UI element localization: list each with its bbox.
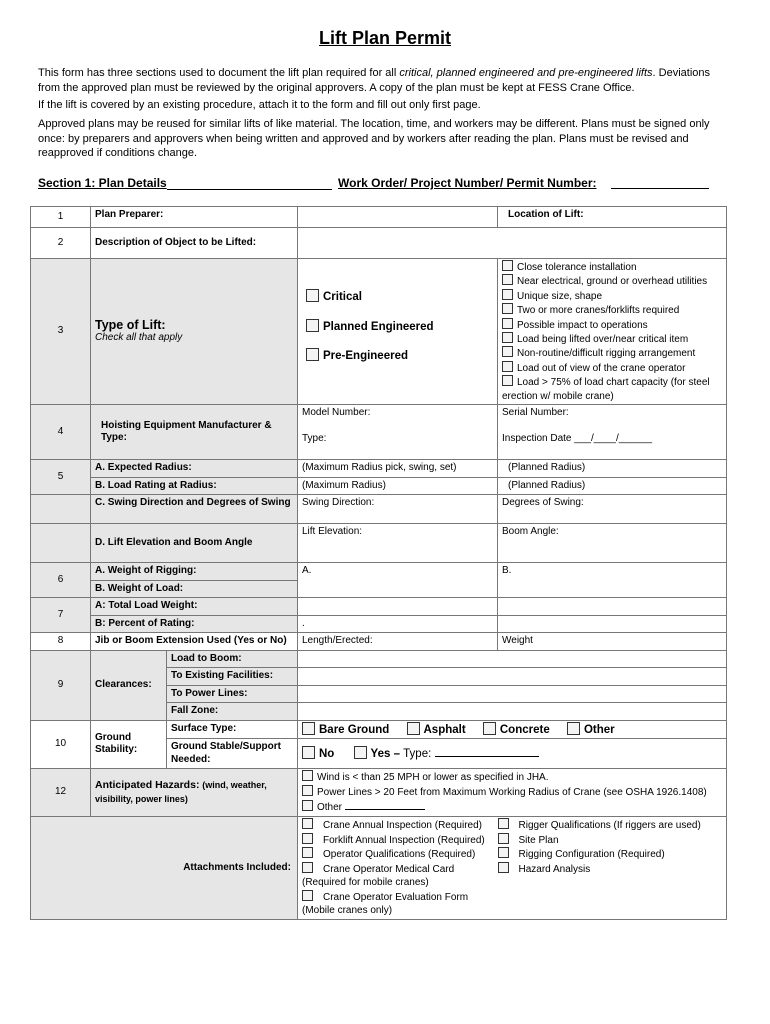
option-label: Other: [583, 723, 615, 736]
weight-of-load-label: B. Weight of Load:: [91, 580, 298, 598]
checkbox[interactable]: [302, 890, 313, 901]
clearance-facilities-field[interactable]: [298, 668, 727, 686]
row-9a: [31, 650, 727, 668]
support-type-field[interactable]: [435, 756, 539, 757]
intro-paragraph-3: Approved plans may be reused for similar lifts of like material. The location, time, and workers may be different. Plans must be signed only once: by preparers and approvers when being written and approved and by workers after reading the plan. Plans must be revised and reapproved if conditions change.: [38, 118, 710, 159]
surface-bare-ground[interactable]: [302, 724, 389, 736]
checkbox[interactable]: [354, 746, 367, 759]
condition-item[interactable]: [502, 346, 722, 360]
row-number: 7: [31, 598, 91, 633]
clearance-fall-zone-label: Fall Zone:: [167, 703, 298, 721]
option-label: Planned Engineered: [323, 320, 434, 333]
weight-a-field[interactable]: [298, 563, 498, 598]
attachments-left: [298, 817, 498, 920]
attachment-label: Hazard Analysis: [518, 863, 591, 875]
condition-label: Non-routine/difficult rigging arrangement: [517, 348, 696, 360]
inspection-date-label: Inspection Date ___/____/______: [502, 432, 653, 444]
checkbox[interactable]: [498, 862, 509, 873]
condition-item[interactable]: [502, 289, 722, 303]
attachment-item[interactable]: [498, 833, 723, 848]
expected-radius-label: A. Expected Radius:: [91, 460, 298, 478]
row-number-empty: [31, 495, 91, 524]
weight-of-rigging-label: A. Weight of Rigging:: [91, 563, 298, 581]
weight-a-label: A.: [302, 565, 312, 577]
lift-type-options: [298, 259, 498, 405]
checkbox[interactable]: [502, 260, 513, 271]
boom-angle-field[interactable]: [498, 524, 727, 563]
checkbox[interactable]: [502, 289, 513, 300]
checkbox[interactable]: [502, 361, 513, 372]
hazard-label: Wind is < than 25 MPH or lower as specified in JHA.: [317, 772, 549, 784]
row-3: [31, 259, 727, 405]
checkbox[interactable]: [306, 319, 319, 332]
checkbox[interactable]: [306, 289, 319, 302]
hazard-wind[interactable]: [302, 770, 722, 785]
extension-weight-label: Weight: [502, 635, 533, 647]
load-rating-planned-field[interactable]: [498, 477, 727, 495]
row-number: 6: [31, 563, 91, 598]
option-label: Concrete: [499, 723, 550, 736]
checkbox[interactable]: [483, 722, 496, 735]
type-of-lift-label: [91, 259, 298, 405]
clearance-power-lines-label: To Power Lines:: [167, 685, 298, 703]
condition-label: Load > 75% of load chart capacity (for steel erection w/ mobile crane): [502, 377, 710, 402]
checkbox[interactable]: [498, 847, 509, 858]
clearance-facilities-label: To Existing Facilities:: [167, 668, 298, 686]
attachment-item[interactable]: [498, 862, 723, 877]
hazard-label: Other: [317, 802, 343, 814]
plan-preparer-field[interactable]: [298, 207, 498, 228]
intro-paragraph-2: If the lift is covered by an existing procedure, attach it to the form and fill out only first page.: [38, 99, 481, 111]
intro-text: This form has three sections used to document the lift plan required for all: [38, 67, 400, 79]
hazard-other[interactable]: [302, 800, 722, 815]
attachment-label: Crane Operator Evaluation Form (Mobile cranes only): [302, 891, 469, 917]
checkbox[interactable]: [502, 346, 513, 357]
type-of-lift-title: Type of Lift:: [95, 318, 166, 333]
max-radius-label: (Maximum Radius pick, swing, set): [302, 462, 457, 474]
swing-direction-field-label: Swing Direction:: [302, 497, 375, 509]
surface-type-label: Surface Type:: [167, 720, 298, 739]
max-radius-field[interactable]: [298, 460, 498, 478]
checkbox[interactable]: [302, 785, 313, 796]
condition-label: Unique size, shape: [517, 290, 603, 302]
ground-support-label: Ground Stable/Support Needed:: [167, 739, 298, 769]
row-number: 2: [31, 228, 91, 259]
clearance-load-to-boom-label: Load to Boom:: [167, 650, 298, 668]
row-5c: [31, 495, 727, 524]
checkbox[interactable]: [302, 862, 313, 873]
row-4a: [31, 405, 727, 431]
option-label: Yes –: [370, 748, 400, 761]
condition-item[interactable]: [502, 318, 722, 332]
hazard-label: Power Lines > 20 Feet from Maximum Working Radius of Crane (see OSHA 1926.1408): [317, 787, 707, 799]
row-attachments: [31, 817, 727, 920]
section-1-underline: [167, 189, 332, 190]
weight-b-field[interactable]: [498, 563, 727, 598]
work-order-field[interactable]: [611, 188, 709, 189]
total-load-weight-field[interactable]: [298, 598, 498, 616]
row-5a: [31, 460, 727, 478]
row-number-empty: [31, 524, 91, 563]
ground-stability-label: Ground Stability:: [91, 720, 167, 769]
option-label: Pre-Engineered: [323, 350, 408, 362]
attachment-item[interactable]: [302, 833, 494, 848]
condition-item[interactable]: [502, 274, 722, 288]
option-label: Asphalt: [423, 723, 466, 736]
checkbox[interactable]: [498, 833, 509, 844]
total-load-weight-field-b[interactable]: [498, 598, 727, 616]
max-radius-label: (Maximum Radius): [302, 479, 386, 491]
planned-radius-label: (Planned Radius): [508, 462, 586, 474]
swing-direction-label: C. Swing Direction and Degrees of Swing: [91, 495, 298, 524]
attachment-item[interactable]: [302, 890, 494, 918]
row-number: 3: [31, 259, 91, 405]
attachments-label: Attachments Included:: [31, 817, 298, 920]
attachment-label: Forklift Annual Inspection (Required): [323, 834, 485, 846]
percent-of-rating-field[interactable]: [298, 615, 498, 633]
load-rating-max-field[interactable]: [298, 477, 498, 495]
row-number: 4: [31, 405, 91, 460]
hazards-hint: (wind, weather, visibility, power lines): [95, 780, 267, 804]
location-of-lift-label: Location of Lift:: [508, 209, 584, 220]
row-7a: [31, 598, 727, 616]
surface-type-options: [298, 720, 727, 739]
row-5b: [31, 477, 727, 495]
checkbox[interactable]: [502, 375, 513, 386]
clearance-fall-zone-field[interactable]: [298, 703, 727, 721]
condition-label: Near electrical, ground or overhead utilities: [517, 276, 708, 288]
planned-radius-label: (Planned Radius): [508, 479, 586, 491]
object-description-label: Description of Object to be Lifted:: [91, 228, 298, 259]
option-label: No: [319, 748, 335, 761]
support-type-label: Type:: [403, 748, 432, 761]
hazards-title: Anticipated Hazards:: [95, 779, 200, 792]
condition-label: Load out of view of the crane operator: [517, 362, 686, 374]
model-number-field[interactable]: [298, 405, 498, 431]
lift-elevation-field-label: Lift Elevation:: [302, 526, 363, 538]
row-5d: [31, 524, 727, 563]
hazard-power-lines[interactable]: [302, 785, 722, 800]
row-number: 12: [31, 769, 91, 817]
row-2: [31, 228, 727, 259]
field-mark: .: [302, 617, 305, 629]
row-number: 1: [31, 207, 91, 228]
hazard-options: [298, 769, 727, 817]
checkbox[interactable]: [502, 274, 513, 285]
checkbox[interactable]: [407, 722, 420, 735]
condition-item[interactable]: [502, 303, 722, 317]
location-of-lift-field[interactable]: [498, 207, 727, 228]
checkbox[interactable]: [498, 818, 509, 829]
boom-angle-label: Boom Angle:: [502, 526, 559, 538]
lift-type-critical[interactable]: [306, 289, 493, 304]
row-10a: [31, 720, 727, 739]
section-1-label: Section 1: Plan Details: [38, 176, 167, 190]
hoisting-equipment-label: Hoisting Equipment Manufacturer & Type:: [91, 405, 298, 460]
length-erected-field[interactable]: [298, 633, 498, 651]
attachment-label: Rigging Configuration (Required): [518, 849, 665, 861]
plan-preparer-label: Plan Preparer:: [91, 207, 298, 228]
row-number: 10: [31, 720, 91, 769]
checkbox[interactable]: [502, 318, 513, 329]
option-label: Bare Ground: [319, 723, 390, 736]
option-label: Critical: [323, 291, 362, 303]
intro-emphasis: critical, planned engineered and pre-engineered lifts: [399, 67, 653, 79]
attachment-label: Rigger Qualifications (If riggers are used): [518, 820, 701, 832]
support-no[interactable]: [302, 748, 334, 760]
model-number-label: Model Number:: [302, 407, 371, 419]
inspection-date-field[interactable]: [498, 431, 727, 460]
lift-type-planned-engineered[interactable]: [306, 319, 493, 334]
lift-conditions: [498, 259, 727, 405]
object-description-field[interactable]: [298, 228, 727, 259]
condition-item[interactable]: [502, 260, 722, 274]
anticipated-hazards-label: [91, 769, 298, 817]
condition-item[interactable]: [502, 375, 722, 403]
intro-paragraph-1: [38, 66, 728, 95]
degrees-of-swing-label: Degrees of Swing:: [502, 497, 584, 509]
row-8: [31, 633, 727, 651]
checkbox[interactable]: [302, 722, 315, 735]
row-6a: [31, 563, 727, 581]
checkbox[interactable]: [302, 800, 313, 811]
row-1: [31, 207, 727, 228]
checkbox[interactable]: [302, 847, 313, 858]
clearance-power-lines-field[interactable]: [298, 685, 727, 703]
lift-plan-table: [30, 206, 727, 920]
serial-number-label: Serial Number:: [502, 407, 569, 419]
ground-support-options: [298, 739, 727, 769]
page-title: Lift Plan Permit: [318, 28, 452, 48]
swing-direction-field[interactable]: [298, 495, 498, 524]
surface-concrete[interactable]: [483, 724, 550, 736]
row-number: 8: [31, 633, 91, 651]
percent-of-rating-field-b[interactable]: [498, 615, 727, 633]
checkbox[interactable]: [567, 722, 580, 735]
hazard-other-field[interactable]: [345, 809, 425, 810]
planned-radius-field[interactable]: [498, 460, 727, 478]
clearances-label: Clearances:: [91, 650, 167, 720]
lift-elevation-label: D. Lift Elevation and Boom Angle: [91, 524, 298, 563]
row-number: 5: [31, 460, 91, 495]
extension-weight-field[interactable]: [498, 633, 727, 651]
lift-type-pre-engineered[interactable]: [306, 348, 493, 363]
attachment-item[interactable]: [498, 818, 723, 833]
attachment-item[interactable]: [302, 818, 494, 833]
lift-elevation-field[interactable]: [298, 524, 498, 563]
serial-number-field[interactable]: [498, 405, 727, 431]
section-1-header: [38, 176, 728, 190]
clearance-load-to-boom-field[interactable]: [298, 650, 727, 668]
weight-b-label: B.: [502, 565, 512, 577]
surface-other[interactable]: [567, 724, 615, 736]
total-load-weight-label: A: Total Load Weight:: [91, 598, 298, 616]
attachment-item[interactable]: [302, 862, 494, 890]
checkbox[interactable]: [502, 332, 513, 343]
attachment-label: Site Plan: [518, 834, 559, 846]
condition-label: Possible impact to operations: [517, 319, 648, 331]
checkbox[interactable]: [302, 833, 313, 844]
load-rating-label: B. Load Rating at Radius:: [91, 477, 298, 495]
percent-of-rating-label: B: Percent of Rating:: [91, 615, 298, 633]
work-order-label: Work Order/ Project Number/ Permit Number:: [338, 176, 597, 190]
support-yes[interactable]: [354, 748, 539, 760]
attachment-item[interactable]: [302, 847, 494, 862]
checkbox[interactable]: [302, 746, 315, 759]
attachments-right: [498, 817, 727, 920]
checkbox[interactable]: [502, 303, 513, 314]
degrees-of-swing-field[interactable]: [498, 495, 727, 524]
intro-text: . Deviations from the approved plan must be reviewed by the original approvers. A copy of the plan must be kept at FESS Crane Office.: [38, 67, 711, 94]
attachment-label: Operator Qualifications (Required): [323, 849, 476, 861]
jib-extension-label: Jib or Boom Extension Used (Yes or No): [91, 633, 298, 651]
condition-label: Close tolerance installation: [517, 262, 637, 273]
condition-label: Two or more cranes/forklifts required: [517, 305, 680, 317]
checkbox[interactable]: [302, 770, 313, 781]
row-number: 9: [31, 650, 91, 720]
row-7b: [31, 615, 727, 633]
checkbox[interactable]: [306, 348, 319, 361]
row-12: [31, 769, 727, 817]
checkbox[interactable]: [302, 818, 313, 829]
attachment-label: Crane Annual Inspection (Required): [323, 820, 482, 832]
attachment-item[interactable]: [498, 847, 723, 862]
condition-item[interactable]: [502, 361, 722, 375]
type-label: Type:: [302, 432, 327, 444]
type-of-lift-hint: Check all that apply: [95, 331, 183, 343]
condition-label: Load being lifted over/near critical item: [517, 334, 689, 346]
condition-item[interactable]: [502, 332, 722, 346]
surface-asphalt[interactable]: [407, 724, 466, 736]
length-erected-label: Length/Erected:: [302, 635, 373, 647]
attachment-label: Crane Operator Medical Card (Required for mobile cranes): [302, 863, 455, 889]
type-field[interactable]: [298, 431, 498, 460]
